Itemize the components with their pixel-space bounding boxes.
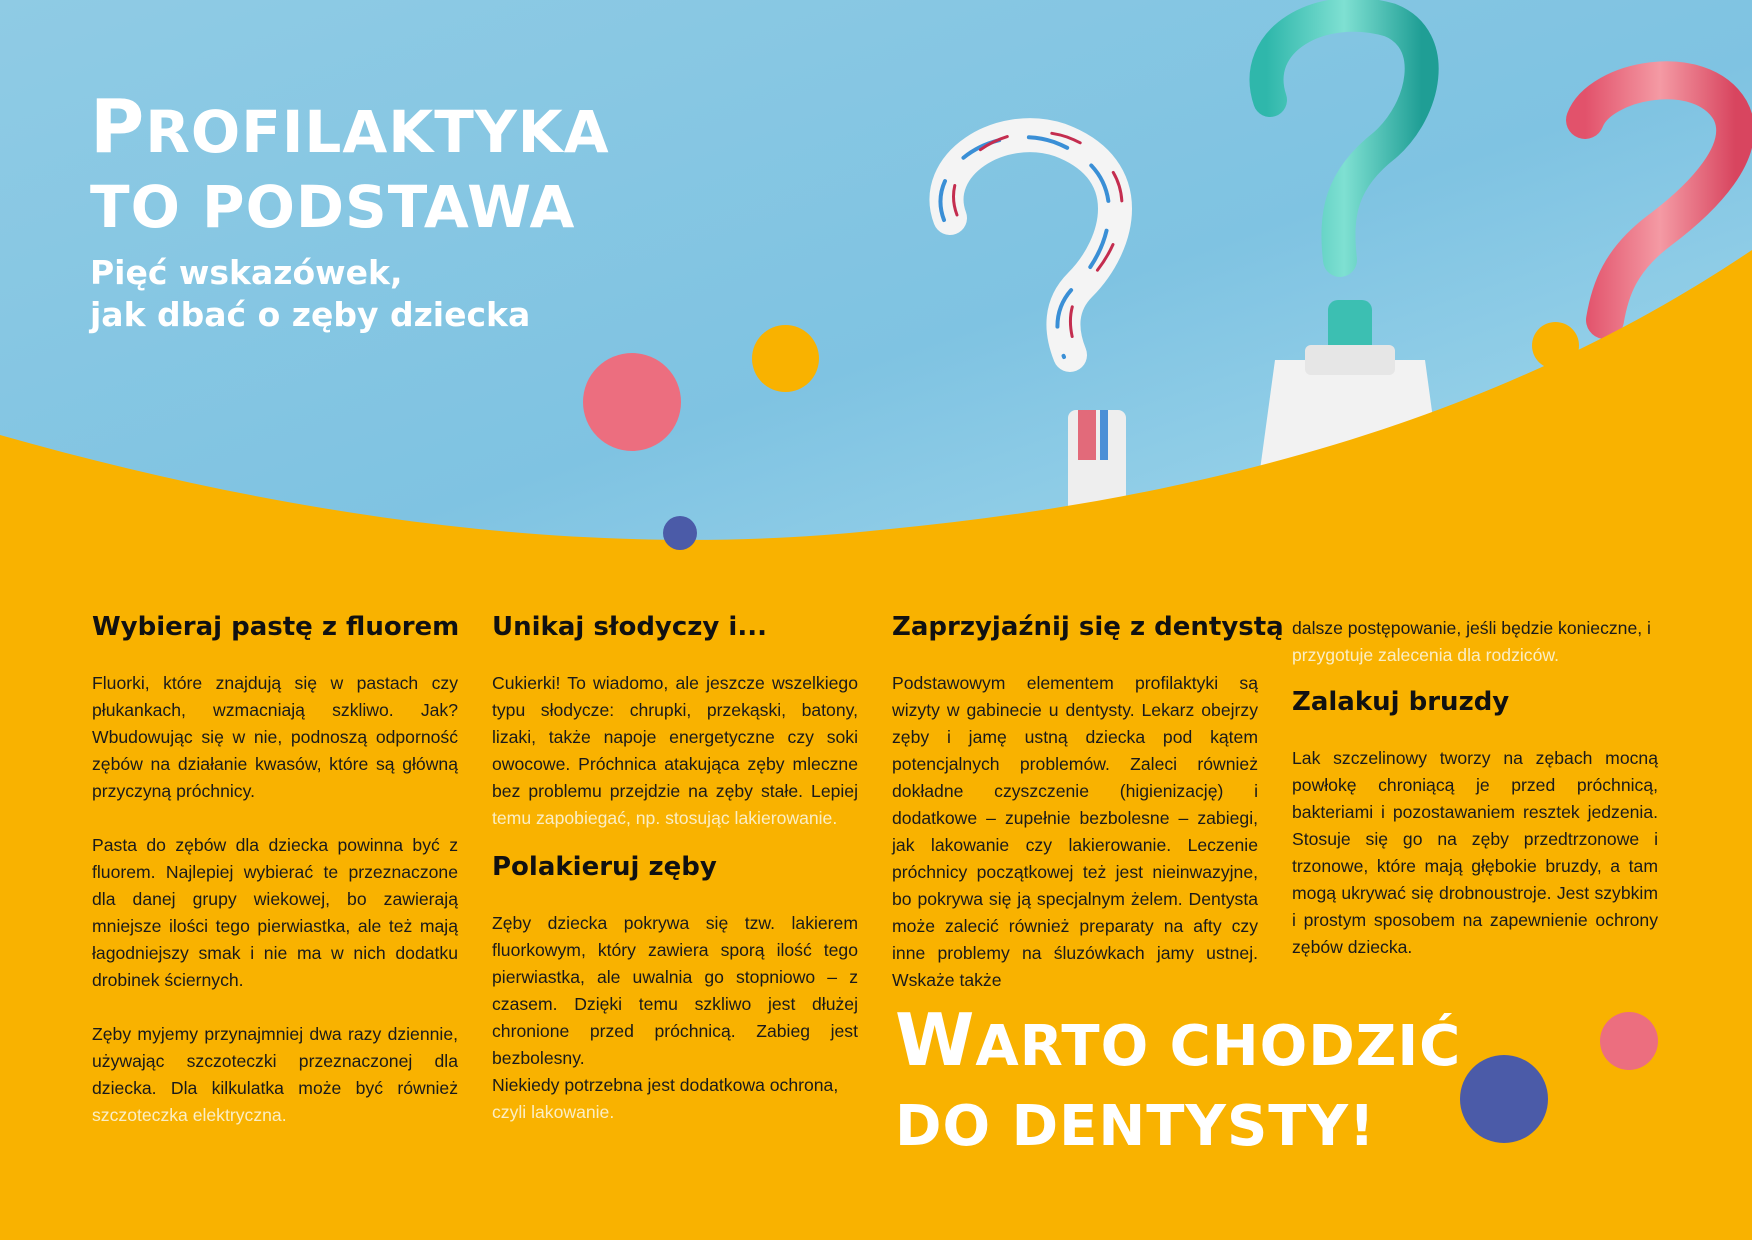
section-heading: Polakieruj zęby	[492, 852, 717, 882]
paragraph-text: Niekiedy potrzebna jest dodatkowa ochrona,	[492, 1075, 839, 1095]
title-line-2: TO PODSTAWA	[90, 173, 576, 241]
subtitle-line-2: jak dbać o zęby dziecka	[90, 295, 531, 334]
decorative-dot-yellow	[752, 325, 819, 392]
column-dentist	[892, 600, 1284, 994]
section-heading: Wybieraj pastę z fluorem	[92, 612, 460, 642]
paragraph: Lak szczelinowy tworzy na zębach mocną powłokę chroniącą je przed próchnicą, bakteriami i pozostawaniem resztek jedzenia. Stosuje się go na zęby przedtrzonowe i trzonowe, które mają głębokie bruzdy, a tam mogą ukrywać się drobnoustroje. Jest szybkim i prostym sposobem na zapewnienie ochrony zębów dziecka.	[1292, 748, 1658, 957]
slogan-initial: W	[895, 998, 976, 1082]
decorative-dot-blue-bottom	[1460, 1055, 1548, 1143]
closing-slogan	[895, 1000, 1461, 1167]
slogan-line-2: DO DENTYSTY!	[895, 1094, 1376, 1159]
column-sweets	[492, 600, 858, 1126]
decorative-dot-blue-small	[663, 516, 697, 550]
decorative-dot-pink-bottom	[1600, 1012, 1658, 1070]
highlight-text: temu zapobiegać, np. stosując lakierowanie.	[492, 808, 838, 828]
slogan-rest: ARTO CHODZIĆ	[975, 1014, 1462, 1079]
paragraph: Zęby dziecka pokrywa się tzw. lakierem fluorkowym, który zawiera sporą ilość tego pierwiastka, ale uwalnia go stopniowo – z czasem. Dzięki temu szkliwo jest dłużej chronione przed próchnicą. Zabieg jest bezbolesny.	[492, 913, 858, 1068]
paragraph	[492, 1072, 858, 1126]
column-fluoride	[92, 600, 458, 1129]
paragraph-text: Zęby myjemy przynajmniej dwa razy dziennie, używając szczoteczki przeznaczonej dla dziecka. Dla kilkulatka może być również	[92, 1024, 458, 1098]
subtitle-line-1: Pięć wskazówek,	[90, 253, 403, 292]
section-heading: Zaprzyjaźnij się z dentystą	[892, 612, 1284, 642]
paragraph	[92, 1021, 458, 1129]
section-heading: Unikaj słodyczy i...	[492, 612, 767, 642]
page-subtitle	[90, 252, 530, 336]
title-rest: ROFILAKTYKA	[145, 98, 610, 166]
highlight-text: przygotuje zalecenia dla rodziców.	[1292, 645, 1559, 665]
highlight-text: czyli lakowanie.	[492, 1102, 615, 1122]
paragraph: Podstawowym elementem profilaktyki są wizyty w gabinecie u dentysty. Lekarz obejrzy zęby i jamę ustną dziecka pod kątem potencjalnych problemów. Zaleci również dokładne czyszczenie (higienizację) i dodatkowe – zupełnie bezbolesne – zabiegi, jak lakowanie czy lakierowanie. Leczenie próchnicy początkowej też jest nieinwazyjne, bo pokrywa się ją specjalnym żelem. Dentysta może zalecić również preparaty na afty czy inne problemy na śluzówkach jamy ustnej. Wskaże także	[892, 673, 1258, 990]
highlight-text: szczoteczka elektryczna.	[92, 1105, 287, 1125]
title-initial: P	[90, 84, 146, 170]
paragraph-text: Cukierki! To wiadomo, ale jeszcze wszelkiego typu słodycze: chrupki, przekąski, batony, lizaki, także napoje energetyczne czy soki owocowe. Próchnica atakująca zęby mleczne bez problemu przejdzie na zęby stałe. Lepiej	[492, 673, 858, 801]
paragraph	[1292, 615, 1658, 669]
column-sealants	[1292, 615, 1658, 961]
slogan-line-1	[895, 1000, 1461, 1087]
paragraph: Fluorki, które znajdują się w pastach czy płukankach, wzmacniają szkliwo. Jak? Wbudowując się w nie, podnoszą odporność zębów na działanie kwasów, które są główną przyczyną próchnicy.	[92, 673, 458, 801]
decorative-dot-pink-large	[583, 353, 681, 451]
paragraph: Pasta do zębów dla dziecka powinna być z fluorem. Najlepiej wybierać te przeznaczone dla danej grupy wiekowej, bo zawierają mniejsze ilości tego pierwiastka, ale też mają łagodniejszy smak i nie ma w nich dodatku drobinek ściernych.	[92, 835, 458, 990]
paragraph-text: dalsze postępowanie, jeśli będzie konieczne, i	[1292, 618, 1651, 638]
page-title	[90, 84, 610, 245]
paragraph	[492, 670, 858, 832]
title-line-1	[90, 84, 610, 170]
section-heading: Zalakuj bruzdy	[1292, 687, 1510, 717]
decorative-dot-yellow-right	[1532, 322, 1579, 369]
